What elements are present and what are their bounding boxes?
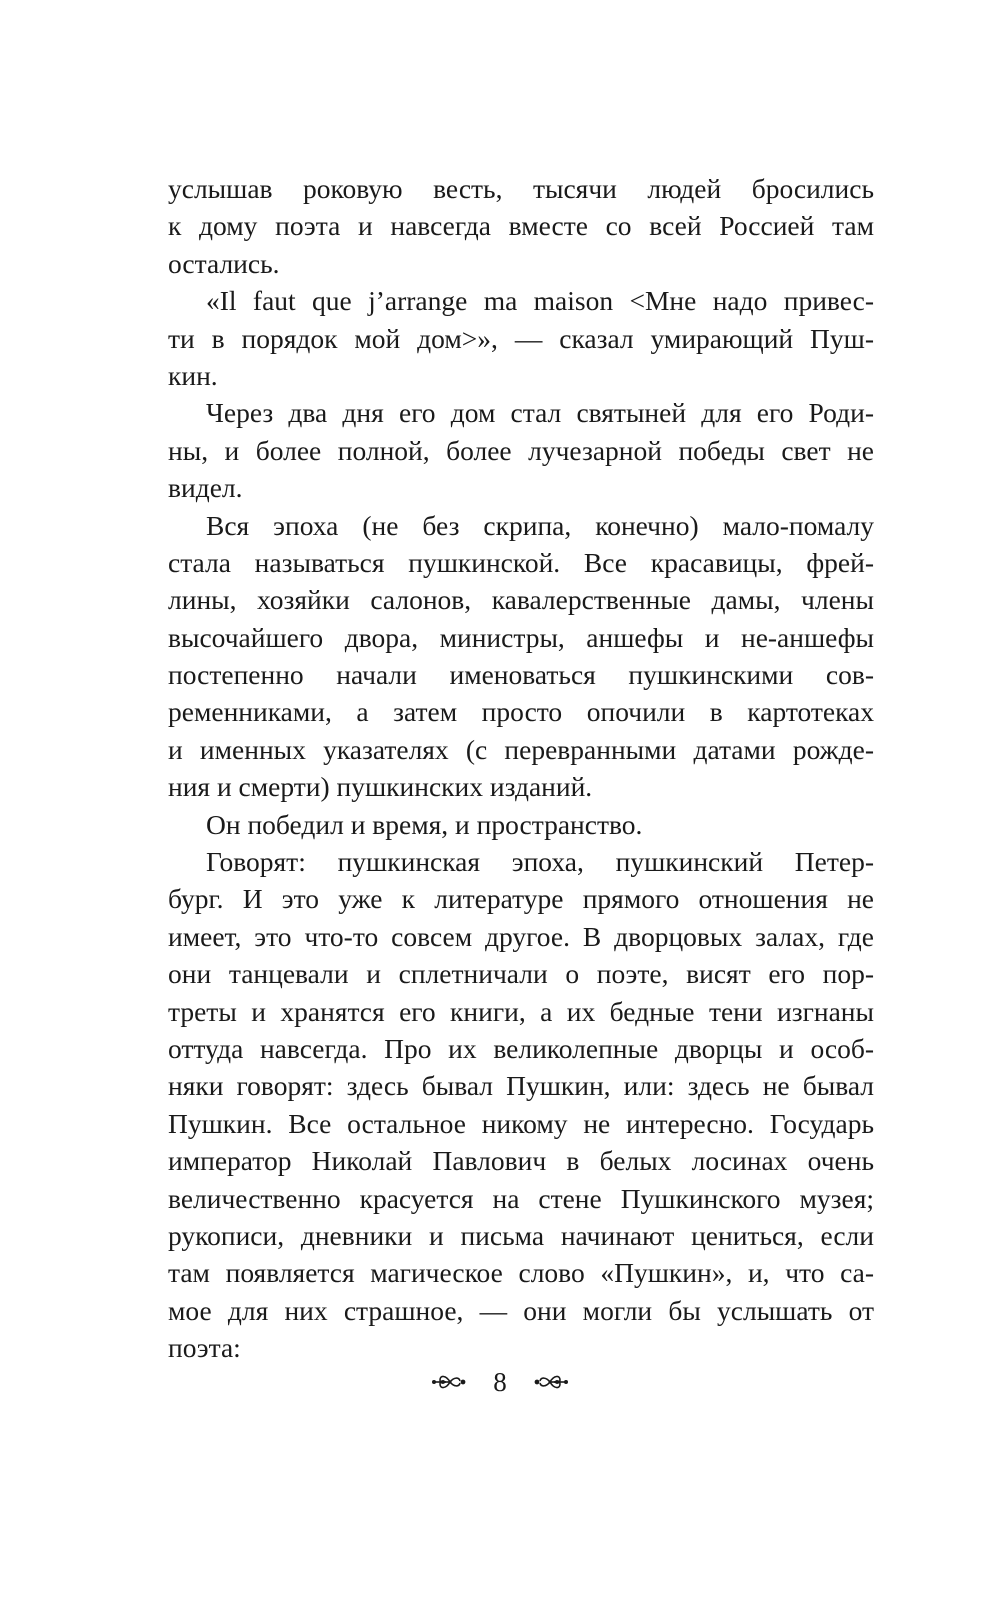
text-line: услышав роковую весть, тысячи людей бросились bbox=[168, 173, 874, 204]
text-line: мое для них страшное, — они могли бы услышать от bbox=[168, 1294, 874, 1326]
text-line: остались. bbox=[168, 247, 280, 279]
text-line: высочайшего двора, министры, аншефы и не-аншефы bbox=[168, 621, 874, 653]
text-line: рукописи, дневники и письма начинают цениться, если bbox=[168, 1219, 874, 1251]
text-line: стала называться пушкинской. Все красавицы, фрей- bbox=[168, 546, 874, 578]
text-line: величественно красуется на стене Пушкинского музея; bbox=[168, 1182, 874, 1214]
body-text bbox=[168, 170, 874, 1367]
text-line: Говорят: пушкинская эпоха, пушкинский Петер- bbox=[206, 846, 874, 878]
text-line: Вся эпоха (не без скрипа, конечно) мало-помалу bbox=[206, 509, 874, 541]
page-footer bbox=[0, 1362, 1000, 1402]
paragraph bbox=[168, 806, 874, 843]
text-line: кин. bbox=[168, 359, 218, 391]
paragraph bbox=[168, 843, 874, 1366]
text-line: треты и хранятся его книги, а их бедные тени изгнаны bbox=[168, 995, 874, 1027]
text-line: император Николай Павлович в белых лосинах очень bbox=[168, 1145, 874, 1177]
text-line: постепенно начали именоваться пушкинскими сов- bbox=[168, 659, 874, 691]
paragraph bbox=[168, 282, 874, 394]
text-line: видел. bbox=[168, 472, 243, 504]
text-line: там появляется магическое слово «Пушкин», и, что са- bbox=[168, 1257, 874, 1289]
paragraph bbox=[168, 394, 874, 506]
text-line: ны, и более полной, более лучезарной победы свет не bbox=[168, 434, 874, 466]
text-line: имеет, это что-то совсем другое. В дворцовых залах, где bbox=[168, 920, 874, 952]
text-line: «Il faut que j’arrange ma maison <Мне надо привес- bbox=[206, 285, 874, 317]
paragraph bbox=[168, 170, 874, 282]
fleuron-right-icon bbox=[531, 1369, 569, 1395]
paragraph bbox=[168, 507, 874, 806]
text-line: няки говорят: здесь бывал Пушкин, или: здесь не бывал bbox=[168, 1070, 874, 1102]
text-line: оттуда навсегда. Про их великолепные дворцы и особ- bbox=[168, 1032, 874, 1064]
text-line: ния и смерти) пушкинских изданий. bbox=[168, 771, 593, 803]
text-line: лины, хозяйки салонов, кавалерственные дамы, члены bbox=[168, 584, 874, 616]
text-line: Через два дня его дом стал святыней для его Роди- bbox=[206, 397, 874, 429]
text-line: бург. И это уже к литературе прямого отношения не bbox=[168, 883, 874, 915]
text-line: к дому поэта и навсегда вместе со всей Россией там bbox=[168, 210, 874, 242]
fleuron-left-icon bbox=[431, 1369, 469, 1395]
page-number: 8 bbox=[493, 1367, 507, 1397]
text-line: ременниками, а затем просто опочили в картотеках bbox=[168, 696, 874, 728]
text-line: Пушкин. Все остальное никому не интересно. Государь bbox=[168, 1107, 874, 1139]
text-line: поэта: bbox=[168, 1332, 241, 1364]
text-line: они танцевали и сплетничали о поэте, висят его пор- bbox=[168, 958, 874, 990]
text-line: и именных указателях (с перевранными датами рожде- bbox=[168, 733, 874, 765]
text-line: Он победил и время, и пространство. bbox=[206, 808, 643, 840]
text-line: ти в порядок мой дом>», — сказал умирающий Пуш- bbox=[168, 322, 874, 354]
